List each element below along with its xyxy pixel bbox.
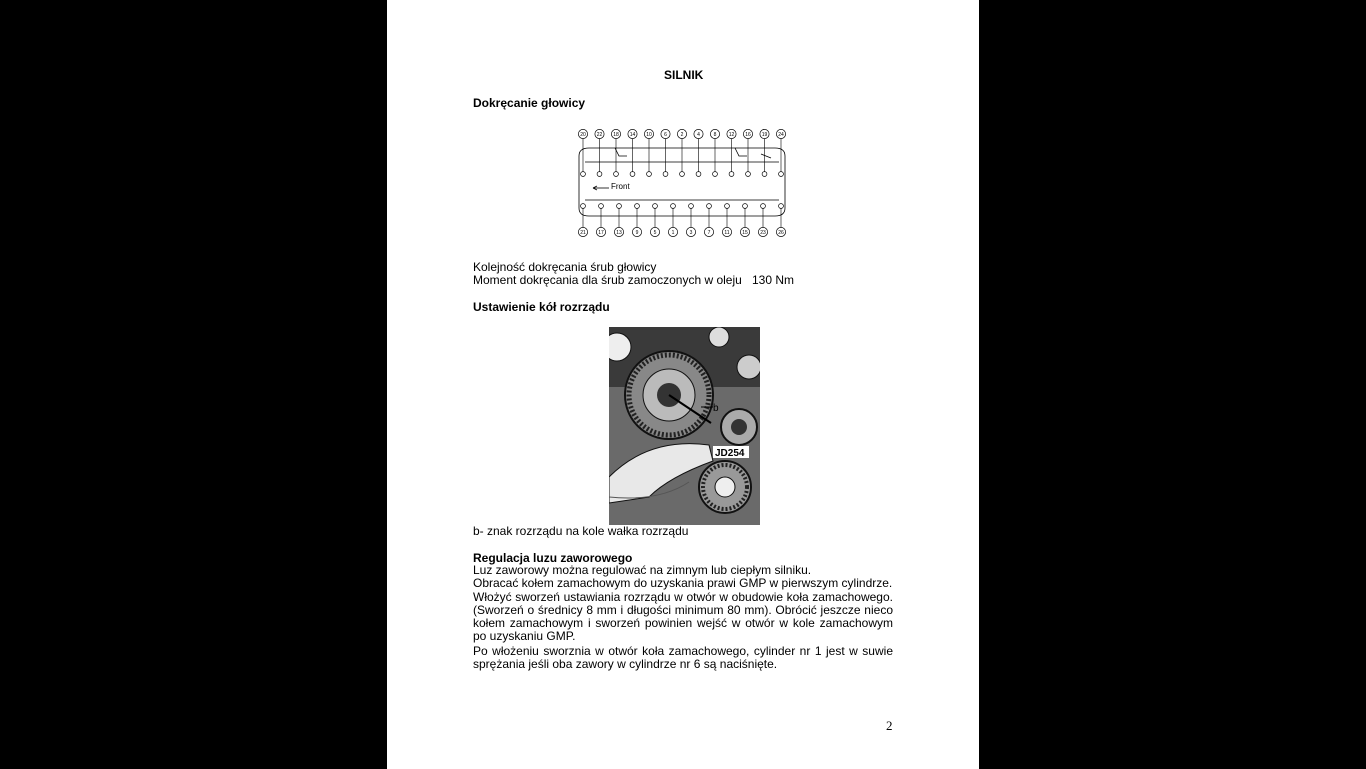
bottom-bolt-bolt [761, 204, 766, 209]
section-heading-valve-clearance: Regulacja luzu zaworowego [473, 551, 633, 565]
bottom-bolt-number: 5 [653, 230, 657, 236]
top-bolt-bolt [614, 172, 619, 177]
top-bolt-bolt [581, 172, 586, 177]
bottom-bolt-number: 7 [707, 230, 711, 236]
bottom-bolt-bolt [653, 204, 658, 209]
bottom-bolt-bolt [635, 204, 640, 209]
top-bolt-bolt [647, 172, 652, 177]
top-bolt-number: 4 [697, 132, 700, 138]
bottom-bolt-bolt [581, 204, 586, 209]
bottom-bolt-bolt [743, 204, 748, 209]
top-bolt-bolt [746, 172, 751, 177]
top-bolt-number: 20 [580, 132, 586, 138]
top-bolt-bolt [696, 172, 701, 177]
valve-clearance-paragraph-1: Luz zaworowy można regulować na zimnym lub ciepłym silniku. [473, 563, 812, 577]
top-bolt-bolt [779, 172, 784, 177]
valve-clearance-paragraph-3: Włożyć sworzeń ustawiania rozrządu w otwór w obudowie koła zamachowego. (Sworzeń o średnicy 8 mm i długości minimum 80 mm). Obrócić jeszcze nieco kołem zamachowym i sworzeń powinien wejść w otwór w kole zamachowym po uzyskaniu GMP. [473, 590, 893, 643]
page-number: 2 [886, 718, 893, 733]
torque-label: Moment dokręcania dla śrub zamoczonych w oleju [473, 273, 742, 287]
bottom-bolt-number: 11 [724, 230, 730, 236]
bottom-bolt-number: 23 [760, 230, 766, 236]
photo-label-b: b [713, 403, 719, 414]
bottom-bolt-number: 13 [616, 230, 622, 236]
bottom-bolt-bolt [617, 204, 622, 209]
top-bolt-number: 24 [778, 132, 784, 138]
top-bolt-bolt [663, 172, 668, 177]
top-bolt-number: 18 [613, 132, 619, 138]
bottom-bolt-number: 21 [580, 230, 586, 236]
valve-clearance-paragraph-4: Po włożeniu sworznia w otwór koła zamachowego, cylinder nr 1 jest w suwie sprężania jeśli oba zawory w cylindrze nr 6 są naciśnięte. [473, 644, 893, 671]
top-bolt-number: 14 [629, 132, 636, 138]
top-bolt-number: 6 [664, 132, 667, 138]
bottom-bolt-bolt [689, 204, 694, 209]
top-bolt-number: 19 [761, 132, 768, 138]
bottom-bolt-number: 26 [778, 230, 784, 236]
top-bolt-bolt [762, 172, 767, 177]
section-heading-timing-gears: Ustawienie kół rozrządu [473, 300, 610, 314]
top-bolt-number: 22 [596, 132, 603, 138]
bottom-bolt-bolt [779, 204, 784, 209]
top-bolt-number: 2 [680, 132, 684, 138]
photo-label-tool: JD254 [715, 448, 745, 459]
bottom-bolt-number: 17 [598, 230, 604, 236]
torque-value: 130 Nm [752, 273, 795, 287]
top-bolt-bolt [597, 172, 602, 177]
section-heading-cylinder-head: Dokręcanie głowicy [473, 96, 586, 110]
bottom-bolt-bolt [599, 204, 604, 209]
top-bolt-bolt [680, 172, 685, 177]
bottom-bolt-number: 15 [742, 230, 748, 236]
top-bolt-number: 10 [646, 132, 652, 138]
top-bolt-number: 12 [728, 132, 735, 138]
bottom-bolt-number: 9 [635, 230, 639, 236]
document-page [387, 0, 979, 769]
top-bolt-bolt [713, 172, 718, 177]
bottom-bolt-bolt [725, 204, 730, 209]
front-label: Front [611, 182, 630, 191]
bottom-bolt-number: 3 [689, 230, 693, 236]
page-title: SILNIK [664, 68, 704, 82]
top-bolt-bolt [630, 172, 635, 177]
head-bolt-tightening-diagram [575, 126, 789, 240]
bottom-bolt-number: 1 [671, 230, 675, 236]
top-bolt-number: 16 [745, 132, 751, 138]
top-bolt-number: 8 [713, 132, 717, 138]
valve-clearance-paragraph-2: Obracać kołem zamachowym do uzyskania prawi GMP w pierwszym cylindrze. [473, 576, 893, 590]
bottom-bolt-bolt [671, 204, 676, 209]
tightening-order-caption: Kolejność dokręcania śrub głowicy [473, 260, 657, 274]
timing-gear-photo [609, 327, 760, 525]
bottom-bolt-bolt [707, 204, 712, 209]
timing-mark-caption: b- znak rozrządu na kole wałka rozrządu [473, 524, 689, 538]
top-bolt-bolt [729, 172, 734, 177]
